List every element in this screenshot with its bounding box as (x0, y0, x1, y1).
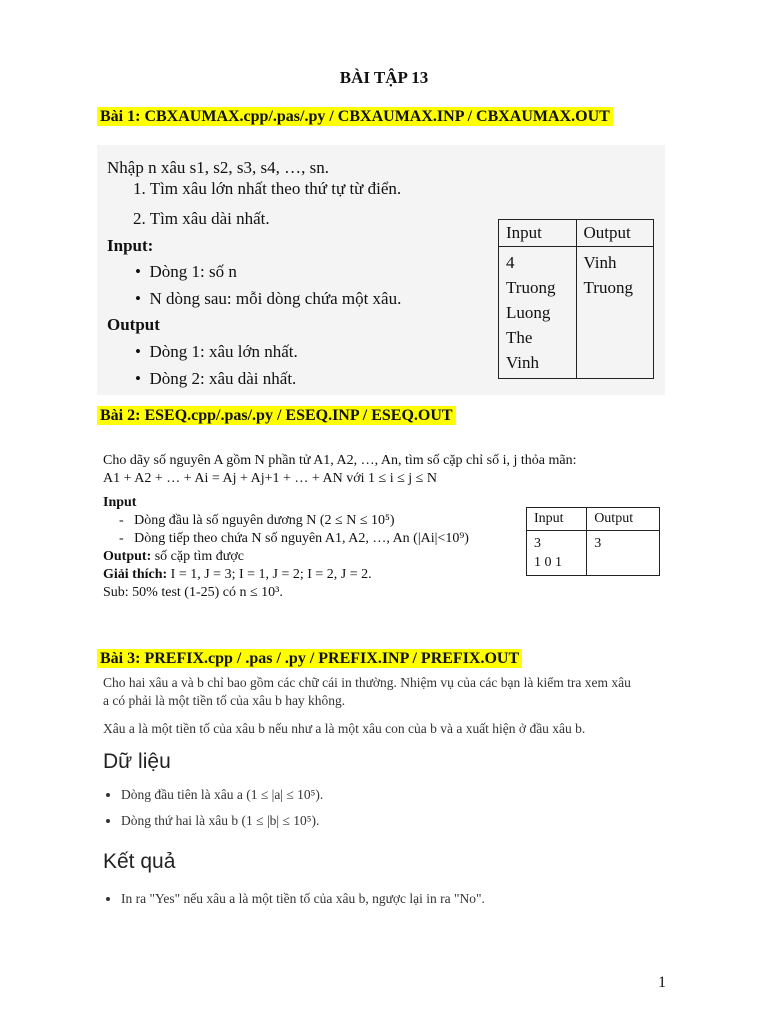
p3-result-heading: Kết quả (103, 850, 176, 873)
p2-output: Output: số cặp tìm được (103, 549, 244, 564)
p3-data-heading: Dữ liệu (103, 750, 171, 773)
p2-sample-table (526, 507, 660, 576)
p2-table-header-input: Input (527, 508, 587, 531)
p1-table-header-input: Input (499, 220, 577, 247)
p3-para-1-line-2: a có phải là một tiền tố của xâu b hay không. (103, 693, 346, 708)
p3-result-list (103, 890, 663, 908)
p1-output-label: Output (107, 315, 160, 334)
p3-data-item-1: • Dòng đầu tiên là xâu a (1 ≤ |a| ≤ 10⁵). (121, 786, 663, 804)
p2-table-header-output: Output (587, 508, 660, 531)
p1-task-1: 1. Tìm xâu lớn nhất theo thứ tự từ điển. (133, 179, 402, 198)
problem-3-header: Bài 3: PREFIX.cpp / .pas / .py / PREFIX.INP / PREFIX.OUT (97, 650, 522, 668)
p1-intro: Nhập n xâu s1, s2, s3, s4, …, sn. (107, 158, 329, 177)
p2-explain: Giải thích: I = 1, J = 3; I = 1, J = 2; I = 2, J = 2. (103, 567, 372, 582)
p1-table-input-cell: 4 Truong Luong The Vinh (499, 247, 577, 379)
p2-input-item-1: - Dòng đầu là số nguyên dương N (2 ≤ N ≤ 10⁵) (119, 513, 395, 528)
page-number: 1 (658, 974, 666, 991)
p1-table-output-cell: Vinh Truong (576, 247, 654, 379)
problem-1-header: Bài 1: CBXAUMAX.cpp/.pas/.py / CBXAUMAX.INP / CBXAUMAX.OUT (97, 108, 613, 126)
problem-3-body (103, 674, 663, 908)
p3-para-1-line-1: Cho hai xâu a và b chỉ bao gồm các chữ cái in thường. Nhiệm vụ của các bạn là kiểm tra xem xâu (103, 675, 631, 690)
p3-data-list (103, 786, 663, 830)
p2-table-output-cell: 3 (587, 531, 660, 576)
p1-output-item-2: • Dòng 2: xâu dài nhất. (135, 369, 297, 388)
problem-2-header: Bài 2: ESEQ.cpp/.pas/.py / ESEQ.INP / ESEQ.OUT (97, 407, 456, 425)
p3-data-item-2: • Dòng thứ hai là xâu b (1 ≤ |b| ≤ 10⁵). (121, 812, 663, 830)
p1-table-header-output: Output (576, 220, 654, 247)
problem-1-image (97, 145, 665, 395)
p1-output-item-1: • Dòng 1: xâu lớn nhất. (135, 342, 298, 361)
p2-input-label: Input (103, 495, 137, 510)
p1-input-item-2: • N dòng sau: mỗi dòng chứa một xâu. (135, 289, 402, 308)
p2-intro: Cho dãy số nguyên A gồm N phần tử A1, A2, …, An, tìm số cặp chỉ số i, j thỏa mãn: (103, 453, 577, 468)
p2-input-item-2: - Dòng tiếp theo chứa N số nguyên A1, A2, …, An (|Ai|<10⁹) (119, 531, 469, 546)
p1-input-label: Input: (107, 236, 154, 255)
p3-result-item-1: • In ra "Yes" nếu xâu a là một tiền tố của xâu b, ngược lại in ra "No". (121, 890, 663, 908)
p1-task-2: 2. Tìm xâu dài nhất. (133, 209, 270, 228)
page-title: BÀI TẬP 13 (339, 68, 429, 87)
p1-input-item-1: • Dòng 1: số n (135, 262, 237, 281)
p3-para-2: Xâu a là một tiền tố của xâu b nếu như a là một xâu con của b và a xuất hiện ở đầu xâu b. (103, 721, 586, 736)
p2-table-input-cell: 3 1 0 1 (527, 531, 587, 576)
p2-sub: Sub: 50% test (1-25) có n ≤ 10³. (103, 585, 283, 600)
p1-sample-table (498, 219, 654, 379)
p2-formula: A1 + A2 + … + Ai = Aj + Aj+1 + … + AN với 1 ≤ i ≤ j ≤ N (103, 471, 437, 486)
